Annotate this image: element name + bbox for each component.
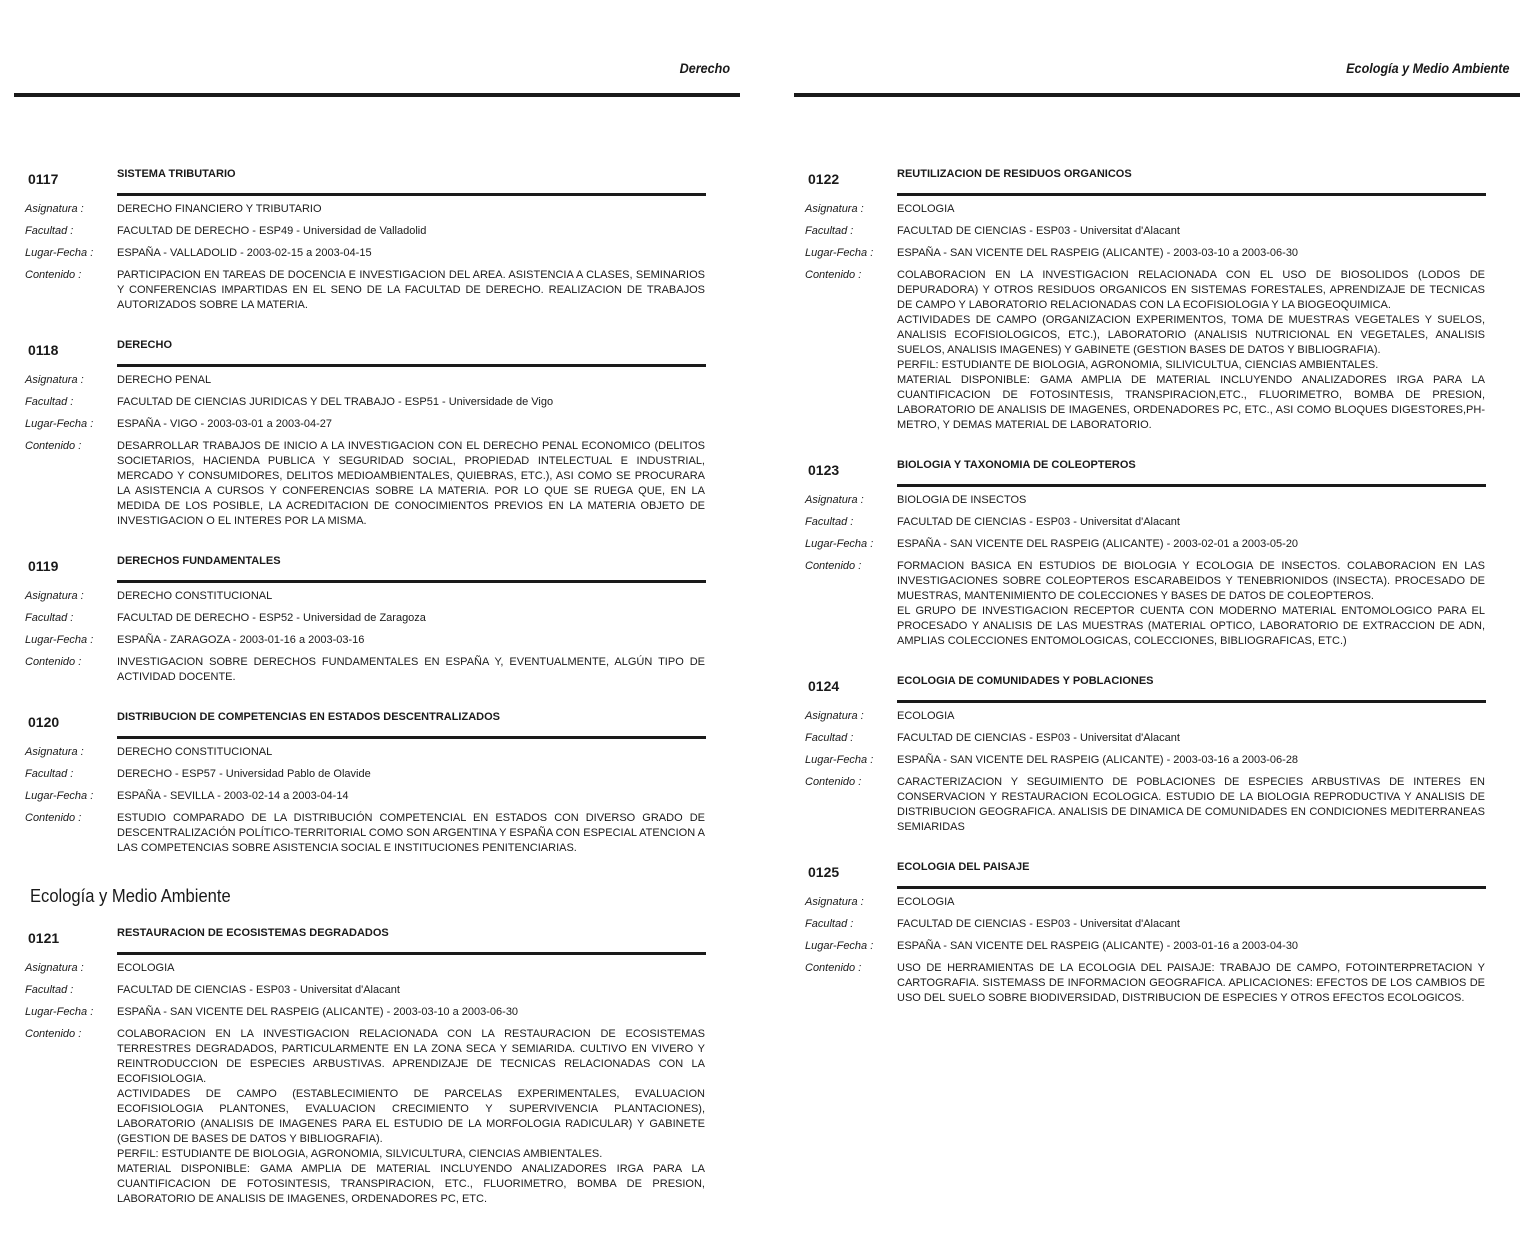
asignatura-label: Asignatura :	[25, 962, 84, 974]
field-lugar-fecha	[12, 417, 742, 432]
field-lugar-fecha	[792, 939, 1522, 954]
field-facultad	[792, 917, 1522, 932]
catalog-entry	[792, 160, 1522, 433]
entry-title: RESTAURACION DE ECOSISTEMAS DEGRADADOS	[117, 927, 389, 939]
contenido-paragraph: EL GRUPO DE INVESTIGACION RECEPTOR CUENTA CON MODERNO MATERIAL ENTOMOLOGICO PARA EL PROCESADO Y ANALISIS DE LAS MUESTRAS (MATERIAL OPTICO, LABORATORIO DE EXTRACCION DE ADN, AMPLIAS COLECCIONES ENTOMOLOGICAS, COLECCIONES, BIBLIOGRAFICAS, ETC.)	[897, 605, 1485, 647]
facultad-value: FACULTAD DE DERECHO - ESP52 - Universidad de Zaragoza	[117, 612, 426, 624]
lugar-fecha-value: ESPAÑA - SAN VICENTE DEL RASPEIG (ALICANTE) - 2003-03-10 a 2003-06-30	[117, 1006, 519, 1018]
entry-list	[792, 160, 1522, 1024]
asignatura-value: ECOLOGIA	[897, 896, 955, 908]
contenido-label: Contenido :	[25, 656, 82, 668]
field-asignatura	[12, 373, 742, 388]
asignatura-label: Asignatura :	[805, 494, 864, 506]
entry-title: SISTEMA TRIBUTARIO	[117, 168, 236, 180]
facultad-value: FACULTAD DE CIENCIAS - ESP03 - Universitat d'Alacant	[117, 984, 400, 996]
entry-header	[12, 919, 742, 949]
entry-title: BIOLOGIA Y TAXONOMIA DE COLEOPTEROS	[897, 459, 1136, 471]
facultad-label: Facultad :	[25, 612, 74, 624]
asignatura-value: DERECHO CONSTITUCIONAL	[117, 746, 273, 758]
lugar-fecha-label: Lugar-Fecha :	[805, 247, 874, 259]
lugar-fecha-label: Lugar-Fecha :	[25, 1006, 94, 1018]
asignatura-label: Asignatura :	[25, 590, 84, 602]
facultad-label: Facultad :	[805, 516, 854, 528]
entry-header	[12, 547, 742, 577]
field-facultad	[792, 515, 1522, 530]
derecho-entries	[12, 160, 742, 856]
entry-title: DISTRIBUCION DE COMPETENCIAS EN ESTADOS DESCENTRALIZADOS	[117, 711, 500, 723]
lugar-fecha-value: ESPAÑA - VIGO - 2003-03-01 a 2003-04-27	[117, 418, 333, 430]
contenido-paragraph: COLABORACION EN LA INVESTIGACION RELACIONADA CON EL USO DE BIOSOLIDOS (LODOS DE DEPURADORA) Y OTROS RESIDUOS ORGANICOS EN SISTEMAS FORESTALES, APRENDIZAJE DE TECNICAS DE CAMPO Y LABORATORIO RELACIONADAS CON LA ECOFISIOLOGIA Y LA BIOGEOQUIMICA.	[897, 269, 1485, 311]
left-page	[12, 0, 742, 1238]
ecologia-entries	[12, 919, 742, 1207]
field-lugar-fecha	[792, 246, 1522, 261]
entry-rule	[117, 193, 706, 196]
contenido-paragraph: MATERIAL DISPONIBLE: GAMA AMPLIA DE MATERIAL INCLUYENDO ANALIZADORES IRGA PARA LA CUANTIFICACION DE FOTOSINTESIS, TRANSPIRACION, ETC., FLUORIMETRO, BOMBA DE PRESION, LABORATORIO DE ANALISIS DE IMAGENES, ORDENADORES PC, ETC.	[117, 1163, 705, 1205]
contenido-label: Contenido :	[25, 1028, 82, 1040]
lugar-fecha-label: Lugar-Fecha :	[25, 634, 94, 646]
field-asignatura	[12, 961, 742, 976]
field-lugar-fecha	[792, 753, 1522, 768]
contenido-paragraph: ESTUDIO COMPARADO DE LA DISTRIBUCIÓN COMPETENCIAL EN ESTADOS CON DIVERSO GRADO DE DESCENTRALIZACIÓN POLÍTICO-TERRITORIAL COMO SON ARGENTINA Y ESPAÑA CON ESPECIAL ATENCION A LAS COMPETENCIAS SOBRE ASISTENCIA SOCIAL E INSTITUCIONES PENITENCIARIAS.	[117, 812, 705, 854]
catalog-entry	[792, 853, 1522, 1006]
entry-rule	[117, 736, 706, 739]
entry-code: 0121	[28, 930, 60, 946]
asignatura-value: DERECHO PENAL	[117, 374, 212, 386]
field-lugar-fecha	[12, 1005, 742, 1020]
entry-fields	[12, 745, 742, 856]
field-contenido	[12, 1027, 742, 1207]
field-facultad	[12, 395, 742, 410]
asignatura-label: Asignatura :	[805, 710, 864, 722]
contenido-paragraph: PERFIL: ESTUDIANTE DE BIOLOGIA, AGRONOMIA, SILVICULTURA, CIENCIAS AMBIENTALES.	[117, 1148, 603, 1160]
field-facultad	[12, 767, 742, 782]
contenido-label: Contenido :	[25, 440, 82, 452]
field-contenido	[792, 268, 1522, 433]
catalog-entry	[792, 667, 1522, 835]
contenido-value	[117, 1027, 705, 1207]
asignatura-label: Asignatura :	[25, 203, 84, 215]
facultad-label: Facultad :	[25, 225, 74, 237]
contenido-value	[117, 655, 705, 685]
catalog-entry	[12, 703, 742, 856]
entry-header	[12, 331, 742, 361]
contenido-value	[117, 439, 705, 529]
contenido-label: Contenido :	[25, 269, 82, 281]
lugar-fecha-label: Lugar-Fecha :	[805, 940, 874, 952]
facultad-label: Facultad :	[25, 984, 74, 996]
field-contenido	[12, 268, 742, 313]
entry-list	[12, 160, 742, 1225]
entry-fields	[12, 373, 742, 529]
field-asignatura	[792, 202, 1522, 217]
entry-title: ECOLOGIA DEL PAISAJE	[897, 861, 1030, 873]
entry-code: 0123	[808, 462, 840, 478]
contenido-value	[117, 811, 705, 856]
running-head: Derecho	[679, 60, 730, 76]
asignatura-value: ECOLOGIA	[897, 710, 955, 722]
field-lugar-fecha	[12, 633, 742, 648]
lugar-fecha-value: ESPAÑA - VALLADOLID - 2003-02-15 a 2003-04-15	[117, 247, 372, 259]
contenido-paragraph: FORMACION BASICA EN ESTUDIOS DE BIOLOGIA Y ECOLOGIA DE INSECTOS. COLABORACION EN LAS INVESTIGACIONES SOBRE COLEOPTEROS ESCARABEIDOS Y TENEBRIONIDOS (INSECTA). PROCESADO DE MUESTRAS, MANTENIMIENTO DE COLECCIONES Y BASES DE DATOS DE COLEOPTEROS.	[897, 560, 1485, 602]
field-facultad	[12, 224, 742, 239]
contenido-paragraph: PARTICIPACION EN TAREAS DE DOCENCIA E INVESTIGACION DEL AREA. ASISTENCIA A CLASES, SEMINARIOS Y CONFERENCIAS IMPARTIDAS EN EL SENO DE LA FACULTAD DE DERECHO. REALIZACION DE TRABAJOS AUTORIZADOS SOBRE LA MATERIA.	[117, 269, 705, 311]
entry-fields	[12, 589, 742, 685]
entry-header	[792, 160, 1522, 190]
asignatura-label: Asignatura :	[805, 896, 864, 908]
contenido-value	[117, 268, 705, 313]
right-page	[792, 0, 1522, 1238]
field-facultad	[792, 224, 1522, 239]
contenido-value	[897, 559, 1485, 649]
lugar-fecha-value: ESPAÑA - SAN VICENTE DEL RASPEIG (ALICANTE) - 2003-03-16 a 2003-06-28	[897, 754, 1299, 766]
lugar-fecha-value: ESPAÑA - SEVILLA - 2003-02-14 a 2003-04-14	[117, 790, 349, 802]
header-rule	[14, 93, 740, 97]
contenido-label: Contenido :	[805, 560, 862, 572]
field-lugar-fecha	[12, 789, 742, 804]
entry-fields	[792, 202, 1522, 433]
field-facultad	[12, 611, 742, 626]
contenido-paragraph: ACTIVIDADES DE CAMPO (ORGANIZACION EXPERIMENTOS, TOMA DE MUESTRAS VEGETALES Y SUELOS, ANALISIS ECOFISIOLOGICOS, ETC.), LABORATORIO (ANALISIS NUTRICIONAL EN VEGETALES, ANALISIS SUELOS, ANALISIS IMAGENES) Y GABINETE (GESTION BASES DE DATOS Y BIBLIOGRAFIA).	[897, 314, 1485, 356]
entry-title: ECOLOGIA DE COMUNIDADES Y POBLACIONES	[897, 675, 1154, 687]
entry-header	[12, 703, 742, 733]
lugar-fecha-label: Lugar-Fecha :	[805, 754, 874, 766]
lugar-fecha-value: ESPAÑA - SAN VICENTE DEL RASPEIG (ALICANTE) - 2003-01-16 a 2003-04-30	[897, 940, 1299, 952]
field-facultad	[792, 731, 1522, 746]
entry-rule	[117, 952, 706, 955]
asignatura-value: ECOLOGIA	[897, 203, 955, 215]
entry-fields	[792, 493, 1522, 649]
entry-code: 0120	[28, 714, 60, 730]
entry-code: 0124	[808, 678, 840, 694]
catalog-entry	[792, 451, 1522, 649]
lugar-fecha-value: ESPAÑA - ZARAGOZA - 2003-01-16 a 2003-03-16	[117, 634, 365, 646]
field-lugar-fecha	[12, 246, 742, 261]
entry-fields	[12, 961, 742, 1207]
asignatura-value: ECOLOGIA	[117, 962, 175, 974]
field-asignatura	[12, 589, 742, 604]
entry-code: 0119	[28, 558, 59, 574]
facultad-label: Facultad :	[805, 732, 854, 744]
entry-title: DERECHOS FUNDAMENTALES	[117, 555, 281, 567]
field-asignatura	[12, 745, 742, 760]
facultad-value: FACULTAD DE CIENCIAS - ESP03 - Universitat d'Alacant	[897, 732, 1180, 744]
facultad-value: FACULTAD DE DERECHO - ESP49 - Universidad de Valladolid	[117, 225, 427, 237]
contenido-paragraph: INVESTIGACION SOBRE DERECHOS FUNDAMENTALES EN ESPAÑA Y, EVENTUALMENTE, ALGÚN TIPO DE ACTIVIDAD DOCENTE.	[117, 656, 705, 683]
entry-title: DERECHO	[117, 339, 173, 351]
facultad-value: FACULTAD DE CIENCIAS - ESP03 - Universitat d'Alacant	[897, 918, 1180, 930]
entry-code: 0125	[808, 864, 840, 880]
entry-rule	[897, 700, 1486, 703]
field-asignatura	[792, 895, 1522, 910]
facultad-value: DERECHO - ESP57 - Universidad Pablo de Olavide	[117, 768, 371, 780]
contenido-label: Contenido :	[805, 269, 862, 281]
asignatura-value: DERECHO FINANCIERO Y TRIBUTARIO	[117, 203, 322, 215]
facultad-label: Facultad :	[25, 768, 74, 780]
entry-header	[12, 160, 742, 190]
contenido-paragraph: CARACTERIZACION Y SEGUIMIENTO DE POBLACIONES DE ESPECIES ARBUSTIVAS DE INTERES EN CONSERVACION Y RESTAURACION ECOLOGICA. ESTUDIO DE LA BIOLOGIA REPRODUCTIVA Y ANALISIS DE DISTRIBUCION GEOGRAFICA. ANALISIS DE DINAMICA DE COMUNIDADES EN CONDICIONES MEDITERRANEAS SEMIARIDAS	[897, 776, 1485, 833]
asignatura-value: BIOLOGIA DE INSECTOS	[897, 494, 1027, 506]
entry-rule	[117, 364, 706, 367]
field-contenido	[792, 775, 1522, 835]
contenido-value	[897, 268, 1485, 433]
lugar-fecha-value: ESPAÑA - SAN VICENTE DEL RASPEIG (ALICANTE) - 2003-03-10 a 2003-06-30	[897, 247, 1299, 259]
contenido-value	[897, 775, 1485, 835]
entry-header	[792, 667, 1522, 697]
entry-rule	[897, 484, 1486, 487]
contenido-paragraph: ACTIVIDADES DE CAMPO (ESTABLECIMIENTO DE PARCELAS EXPERIMENTALES, EVALUACION ECOFISIOLOGIA PLANTONES, EVALUACION CRECIMIENTO Y SUPERVIVENCIA PLANTACIONES), LABORATORIO (ANALISIS DE IMAGENES PARA EL ESTUDIO DE LA MORFOLOGIA RADICULAR) Y GABINETE (GESTION DE BASES DE DATOS Y BIBLIOGRAFIA).	[117, 1088, 705, 1145]
catalog-entry	[12, 919, 742, 1207]
entry-rule	[897, 193, 1486, 196]
contenido-label: Contenido :	[805, 962, 862, 974]
asignatura-label: Asignatura :	[25, 374, 84, 386]
entry-rule	[897, 886, 1486, 889]
entry-code: 0117	[28, 171, 59, 187]
facultad-label: Facultad :	[805, 918, 854, 930]
contenido-paragraph: USO DE HERRAMIENTAS DE LA ECOLOGIA DEL PAISAJE: TRABAJO DE CAMPO, FOTOINTERPRETACION Y CARTOGRAFIA. SISTEMASS DE INFORMACION GEOGRAFICA. APLICACIONES: EFECTOS DE LOS CAMBIOS DE USO DEL SUELO SOBRE BIODIVERSIDAD, DISTRIBUCION DE ESPECIES Y OTROS EFECTOS ECOLOGICOS.	[897, 962, 1485, 1004]
field-contenido	[12, 811, 742, 856]
catalog-entry	[12, 331, 742, 529]
entry-code: 0122	[808, 171, 840, 187]
entry-fields	[12, 202, 742, 313]
facultad-label: Facultad :	[805, 225, 854, 237]
entry-header	[792, 853, 1522, 883]
entry-code: 0118	[28, 342, 59, 358]
running-head: Ecología y Medio Ambiente	[1346, 60, 1510, 76]
facultad-value: FACULTAD DE CIENCIAS - ESP03 - Universitat d'Alacant	[897, 516, 1180, 528]
entry-title: REUTILIZACION DE RESIDUOS ORGANICOS	[897, 168, 1132, 180]
contenido-paragraph: COLABORACION EN LA INVESTIGACION RELACIONADA CON LA RESTAURACION DE ECOSISTEMAS TERRESTRES DEGRADADOS, PARTICULARMENTE EN LA ZONA SECA Y SEMIARIDA. CULTIVO EN VIVERO Y REINTRODUCCION DE ESPECIES ARBUSTIVAS. APRENDIZAJE DE TECNICAS RELACIONADAS CON LA ECOFISIOLOGIA.	[117, 1028, 705, 1085]
entry-fields	[792, 895, 1522, 1006]
contenido-label: Contenido :	[25, 812, 82, 824]
asignatura-label: Asignatura :	[805, 203, 864, 215]
lugar-fecha-label: Lugar-Fecha :	[25, 418, 94, 430]
contenido-value	[897, 961, 1485, 1006]
entry-rule	[117, 580, 706, 583]
field-lugar-fecha	[792, 537, 1522, 552]
contenido-paragraph: MATERIAL DISPONIBLE: GAMA AMPLIA DE MATERIAL INCLUYENDO ANALIZADORES IRGA PARA LA CUANTIFICACION DE FOTOSINTESIS, TRANSPIRACION,ETC., FLUORIMETRO, BOMBA DE PRESION, LABORATORIO DE ANALISIS DE IMAGENES, ORDENADORES PC, ETC., ASI COMO BLOQUES DIGESTORES,PH-METRO, Y DEMAS MATERIAL DE LABORATORIO.	[897, 374, 1485, 431]
field-facultad	[12, 983, 742, 998]
field-asignatura	[792, 709, 1522, 724]
header-rule	[794, 93, 1520, 97]
field-contenido	[792, 961, 1522, 1006]
asignatura-label: Asignatura :	[25, 746, 84, 758]
field-contenido	[12, 655, 742, 685]
field-contenido	[792, 559, 1522, 649]
facultad-label: Facultad :	[25, 396, 74, 408]
lugar-fecha-label: Lugar-Fecha :	[805, 538, 874, 550]
contenido-paragraph: DESARROLLAR TRABAJOS DE INICIO A LA INVESTIGACION CON EL DERECHO PENAL ECONOMICO (DELITOS SOCIETARIOS, HACIENDA PUBLICA Y SEGURIDAD SOCIAL, PROPIEDAD INTELECTUAL E INDUSTRIAL, MERCADO Y CONSUMIDORES, DELITOS MEDIOAMBIENTALES, QUIEBRAS, ETC.), ASI COMO SE PROCURARA LA ASISTENCIA A CURSOS Y CONFERENCIAS SOBRE LA MATERIA. POR LO QUE SE RUEGA QUE, EN LA MEDIDA DE LOS POSIBLE, LA ACREDITACION DE CONOCIMIENTOS PREVIOS EN LA MATERIA OBJETO DE INVESTIGACION O EL INTERES POR LA MISMA.	[117, 440, 705, 527]
lugar-fecha-label: Lugar-Fecha :	[25, 790, 94, 802]
section-title: Ecología y Medio Ambiente	[30, 886, 231, 906]
lugar-fecha-label: Lugar-Fecha :	[25, 247, 94, 259]
catalog-entry	[12, 547, 742, 685]
catalog-entry	[12, 160, 742, 313]
field-asignatura	[12, 202, 742, 217]
lugar-fecha-value: ESPAÑA - SAN VICENTE DEL RASPEIG (ALICANTE) - 2003-02-01 a 2003-05-20	[897, 538, 1299, 550]
field-contenido	[12, 439, 742, 529]
contenido-paragraph: PERFIL: ESTUDIANTE DE BIOLOGIA, AGRONOMIA, SILIVICULTUA, CIENCIAS AMBIENTALES.	[897, 359, 1379, 371]
facultad-value: FACULTAD DE CIENCIAS - ESP03 - Universitat d'Alacant	[897, 225, 1180, 237]
entry-fields	[792, 709, 1522, 835]
entry-header	[792, 451, 1522, 481]
ecologia-entries	[792, 160, 1522, 1006]
contenido-label: Contenido :	[805, 776, 862, 788]
field-asignatura	[792, 493, 1522, 508]
facultad-value: FACULTAD DE CIENCIAS JURIDICAS Y DEL TRABAJO - ESP51 - Universidade de Vigo	[117, 396, 554, 408]
asignatura-value: DERECHO CONSTITUCIONAL	[117, 590, 273, 602]
